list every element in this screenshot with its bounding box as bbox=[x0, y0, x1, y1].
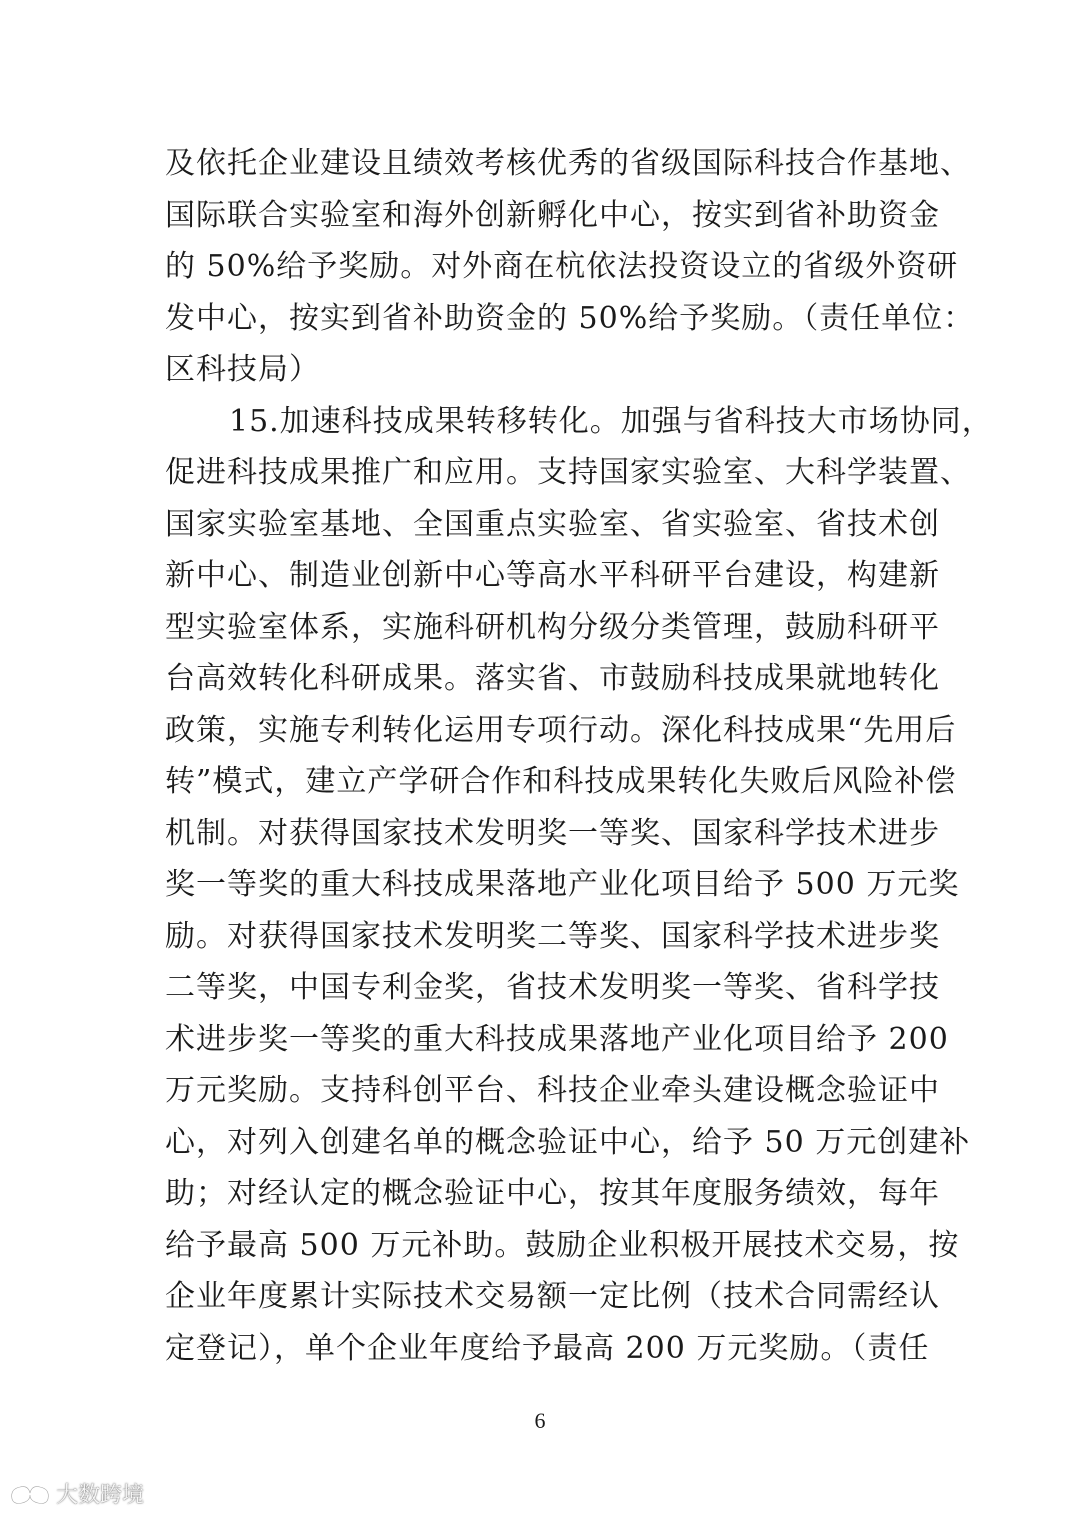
text-line: 机制。对获得国家技术发明奖一等奖、国家科学技术进步 bbox=[165, 815, 940, 851]
page-number: 6 bbox=[534, 1408, 546, 1433]
text-line: 励。对获得国家技术发明奖二等奖、国家科学技术进步奖 bbox=[165, 918, 940, 954]
text-line: 转”模式，建立产学研合作和科技成果转化失败后风险补偿 bbox=[165, 764, 957, 799]
text-line: 万元奖励。支持科创平台、科技企业牵头建设概念验证中 bbox=[165, 1073, 940, 1108]
text-line: 的 50%给予奖励。对外商在杭依法投资设立的省级外资研 bbox=[165, 249, 959, 284]
text-line: 国际联合实验室和海外创新孵化中心，按实到省补助资金 bbox=[165, 197, 940, 233]
text-line: 国家实验室基地、全国重点实验室、省实验室、省技术创 bbox=[165, 506, 940, 542]
section-heading-line: 15.加速科技成果转移转化。加强与省科技大市场协同， bbox=[229, 403, 993, 439]
text-line: 促进科技成果推广和应用。支持国家实验室、大科学装置、 bbox=[165, 455, 971, 490]
text-line: 台高效转化科研成果。落实省、市鼓励科技成果就地转化 bbox=[165, 661, 940, 696]
text-line: 发中心，按实到省补助资金的 50%给予奖励。（责任单位： bbox=[165, 300, 975, 336]
text-line: 政策，实施专利转化运用专项行动。深化科技成果“先用后 bbox=[165, 712, 957, 748]
text-line: 型实验室体系，实施科研机构分级分类管理，鼓励科研平 bbox=[165, 609, 940, 645]
text-line: 区科技局） bbox=[165, 352, 320, 387]
text-line: 术进步奖一等奖的重大科技成果落地产业化项目给予 200 bbox=[165, 1021, 949, 1057]
text-line: 助；对经认定的概念验证中心，按其年度服务绩效，每年 bbox=[165, 1176, 940, 1211]
text-line: 及依托企业建设且绩效考核优秀的省级国际科技合作基地、 bbox=[165, 146, 971, 181]
text-line: 新中心、制造业创新中心等高水平科研平台建设，构建新 bbox=[165, 558, 940, 593]
text-line: 企业年度累计实际技术交易额一定比例（技术合同需经认 bbox=[165, 1279, 940, 1314]
text-line: 给予最高 500 万元补助。鼓励企业积极开展技术交易，按 bbox=[165, 1227, 960, 1263]
watermark bbox=[8, 1478, 144, 1509]
watermark-text: 大数跨境 bbox=[56, 1483, 145, 1508]
watermark-logo-icon bbox=[8, 1481, 52, 1507]
text-line: 定登记），单个企业年度给予最高 200 万元奖励。（责任 bbox=[165, 1330, 930, 1366]
text-line: 奖一等奖的重大科技成果落地产业化项目给予 500 万元奖 bbox=[165, 867, 960, 902]
text-line: 心，对列入创建名单的概念验证中心，给予 50 万元创建补 bbox=[165, 1124, 971, 1160]
body-text bbox=[165, 138, 993, 1374]
text-line: 二等奖，中国专利金奖，省技术发明奖一等奖、省科学技 bbox=[165, 970, 940, 1005]
